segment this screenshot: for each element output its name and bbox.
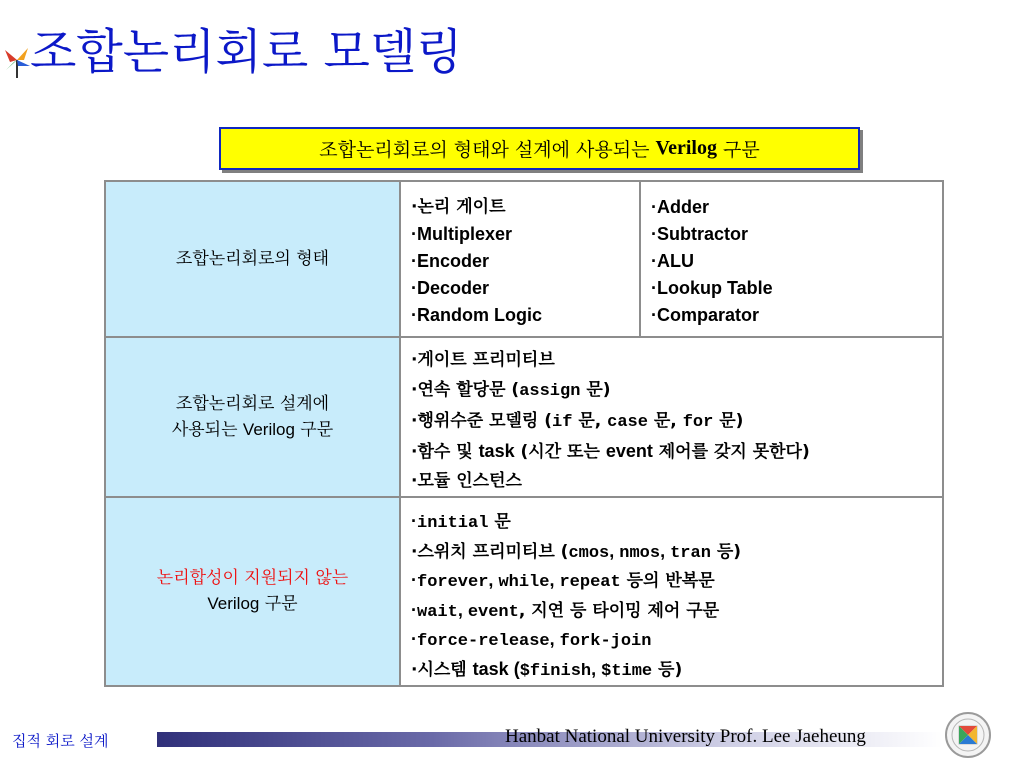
list-item: ·Comparator <box>651 305 760 325</box>
list-item: ·행위수준 모델링 (if 문, case 문, for 문) <box>411 411 744 432</box>
list-item: ·Encoder <box>411 251 490 271</box>
row2-label-line1: 조합논리회로 설계에 <box>175 393 330 414</box>
row2-label-end: 구문 <box>294 419 334 440</box>
list-item: ·스위치 프리미티브 (cmos, nmos, tran 등) <box>411 540 742 563</box>
list-item: ·force-release, fork-join <box>411 629 652 651</box>
list-item: ·게이트 프리미티브 <box>411 350 555 370</box>
row3-label-red: 논리합성이 지원되지 않는 <box>156 568 349 588</box>
list-item: ·Adder <box>651 197 709 217</box>
table-row <box>105 497 943 686</box>
list-item: ·Lookup Table <box>651 278 773 298</box>
row2-label-ko: 사용되는 <box>171 419 243 440</box>
row3-label-end: 구문 <box>259 594 298 614</box>
list-item: ·Random Logic <box>411 305 542 325</box>
list-item: ·연속 할당문 (assign 문) <box>411 380 611 401</box>
design-syntax-list <box>400 337 943 497</box>
list-item: ·wait, event, 지연 등 타이밍 제어 구문 <box>411 599 720 622</box>
row2-label-line2 <box>106 417 399 443</box>
row-label-design-syntax <box>105 337 400 497</box>
university-seal-icon <box>944 711 992 759</box>
verilog-syntax-table <box>104 180 944 687</box>
row1-label-text: 조합논리회로의 형태 <box>175 248 330 269</box>
list-item: ·Decoder <box>411 278 490 298</box>
subtitle-banner <box>219 127 860 170</box>
list-item: ·forever, while, repeat 등의 반복문 <box>411 570 715 592</box>
circuit-types-col1 <box>400 181 640 337</box>
list-item: ·Multiplexer <box>411 224 513 244</box>
table-row <box>105 181 943 337</box>
slide-title: 조합논리회로 모델링 <box>30 24 463 80</box>
list-item: ·함수 및 task (시간 또는 event 제어를 갖지 못한다) <box>411 441 810 462</box>
row-label-circuit-types <box>105 181 400 337</box>
subtitle-prefix: 조합논리회로의 형태와 설계에 사용되는 <box>319 139 656 161</box>
table-row <box>105 337 943 497</box>
list-item: ·ALU <box>651 251 694 271</box>
subtitle-keyword: Verilog <box>655 137 717 159</box>
row-label-non-synthesizable <box>105 497 400 686</box>
pinwheel-logo-icon <box>2 40 32 80</box>
list-item: ·모듈 인스턴스 <box>411 471 522 491</box>
list-item: ·논리 게이트 <box>411 197 506 217</box>
footer-course-name: 집적 회로 설계 <box>12 732 109 750</box>
list-item: ·Subtractor <box>651 224 749 244</box>
row3-label-line2 <box>106 591 399 617</box>
circuit-types-col2 <box>640 181 943 337</box>
row2-label-kw: Verilog <box>242 419 295 439</box>
subtitle-suffix: 구문 <box>716 139 760 161</box>
non-synthesizable-list <box>400 497 943 686</box>
footer-university-credit: Hanbat National University Prof. Lee Jaeheung <box>505 726 866 747</box>
list-item: ·시스템 task ($finish, $time 등) <box>411 658 683 681</box>
list-item: ·initial 문 <box>411 511 511 533</box>
row3-label-kw: Verilog <box>207 594 260 613</box>
